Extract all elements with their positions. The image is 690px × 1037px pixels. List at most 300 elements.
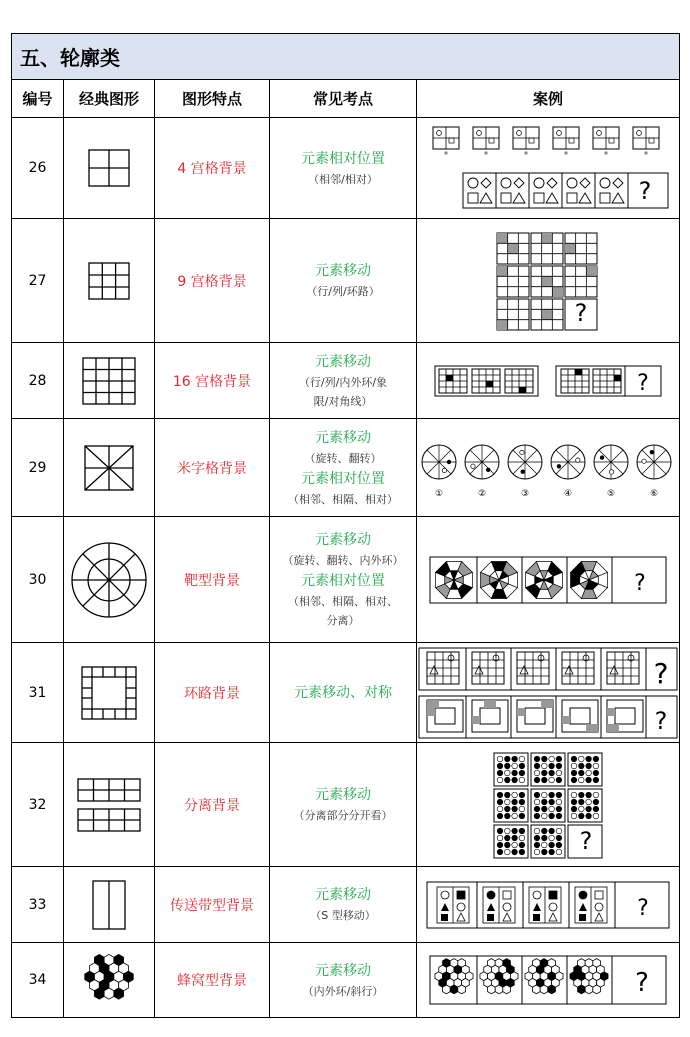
shape-mark: [579, 914, 586, 921]
dot-mark: [549, 777, 555, 783]
dot-mark: [484, 151, 487, 154]
header-figure: 经典图形: [64, 80, 155, 118]
dot-mark: [579, 813, 585, 819]
dot-mark: [519, 806, 525, 812]
example-cell: [417, 743, 680, 867]
dot-mark: [505, 849, 511, 855]
ring-grid-icon: [80, 665, 138, 721]
point-main: 元素移动: [315, 962, 371, 979]
dot-mark: [549, 763, 555, 769]
hex-cell: [503, 985, 511, 994]
header-points: 常见考点: [270, 80, 417, 118]
hex-cell: [495, 985, 503, 994]
example-cell: [417, 867, 680, 943]
point-main: 元素相对位置: [301, 470, 385, 487]
dot-mark: [542, 792, 548, 798]
shape-mark: [487, 891, 495, 899]
dot-mark: [556, 777, 562, 783]
grid-4x4-icon: [81, 356, 137, 406]
point-sub: （行/列/内外环/象: [298, 375, 388, 389]
grid-3x3-icon: [87, 261, 131, 301]
table-row: [12, 343, 680, 419]
dot-mark: [556, 763, 562, 769]
dot-mark: [542, 763, 548, 769]
row-num: 30: [12, 517, 64, 643]
dot-mark: [542, 835, 548, 841]
grid-tile: [497, 233, 529, 264]
feature-label: 靶型背景: [155, 517, 270, 643]
dot-mark: [586, 799, 592, 805]
dot-mark: [542, 828, 548, 834]
dot-mark: [497, 799, 503, 805]
figure-cell: [64, 643, 155, 743]
dot-mark: [571, 799, 577, 805]
dot-mark: [512, 770, 518, 776]
dot-mark: [505, 763, 511, 769]
dot-mark: [512, 828, 518, 834]
hex-cell: [593, 985, 601, 994]
table-row: [12, 219, 680, 343]
shape-mark: [533, 914, 540, 921]
grid-tile: [531, 299, 563, 330]
question-mark: ?: [638, 177, 652, 205]
question-mark: ?: [574, 298, 588, 327]
ring-shade: [562, 716, 570, 724]
dot-mark: [519, 835, 525, 841]
dot-mark: [586, 806, 592, 812]
row-num: 31: [12, 643, 64, 743]
dot-mark: [586, 813, 592, 819]
example-target-figure: [428, 553, 668, 607]
figure-cell: [64, 343, 155, 419]
question-mark: ?: [653, 656, 669, 690]
point-main: 元素移动: [315, 532, 371, 548]
question-mark: ?: [637, 370, 649, 396]
dot-mark: [519, 756, 525, 762]
dot-mark: [512, 792, 518, 798]
grid-2x2-icon: [87, 148, 131, 188]
dot-mark: [549, 842, 555, 848]
dot-mark: [542, 842, 548, 848]
dot-mark: [505, 813, 511, 819]
example-separated-figure: [490, 749, 606, 861]
dot-mark: [497, 849, 503, 855]
grid-tile: [472, 652, 504, 684]
row-num: 32: [12, 743, 64, 867]
row-num: 27: [12, 219, 64, 343]
dot-mark: [593, 763, 599, 769]
dot-mark: [542, 770, 548, 776]
option-label: ⑤: [606, 488, 616, 498]
grid-tile: [505, 369, 533, 393]
point-sub: （相邻、相隔、相对）: [288, 492, 398, 506]
row-num: 26: [12, 118, 64, 219]
table-row: [12, 419, 680, 517]
grid-tile: [633, 127, 659, 149]
dot-mark: [512, 835, 518, 841]
dot-mark: [512, 806, 518, 812]
dot-mark: [442, 468, 446, 472]
honeycomb-icon: [76, 950, 142, 1010]
dot-mark: [534, 777, 540, 783]
points-cell: [270, 343, 417, 419]
shape-mark: [549, 903, 557, 911]
header-num: 编号: [12, 80, 64, 118]
shape-mark: [503, 891, 511, 899]
section-title: 五、轮廓类: [12, 34, 680, 80]
dot-mark: [534, 842, 540, 848]
dot-mark: [571, 777, 577, 783]
grid-tile: [553, 127, 579, 149]
example-cell: [417, 517, 680, 643]
dot-mark: [512, 777, 518, 783]
dot-mark: [579, 756, 585, 762]
points-cell: [270, 118, 417, 219]
ring-inner: [615, 708, 635, 724]
dot-mark: [519, 777, 525, 783]
shape-mark: [503, 903, 511, 911]
hex-cell: [458, 985, 466, 994]
point-sub: （行/列/环路）: [306, 285, 380, 298]
dot-mark: [505, 806, 511, 812]
row-num: 34: [12, 943, 64, 1018]
dot-mark: [447, 459, 451, 463]
shape-mark: [457, 903, 465, 911]
dot-mark: [542, 813, 548, 819]
dot-mark: [505, 770, 511, 776]
grid-tile: [497, 266, 529, 297]
figure-cell: [64, 219, 155, 343]
grid-tile: [531, 266, 563, 297]
dot-mark: [609, 469, 613, 473]
dot-mark: [497, 835, 503, 841]
point-sub: （相邻、相隔、相对、: [288, 595, 398, 608]
grid-tile: [497, 299, 529, 330]
point-sub: （旋转、翻转）: [304, 451, 382, 465]
ring-shade: [607, 708, 615, 716]
dot-mark: [600, 455, 604, 459]
hex-cell: [104, 988, 114, 999]
dot-mark: [593, 792, 599, 798]
dot-mark: [497, 806, 503, 812]
shape-mark: [595, 903, 603, 911]
option-label: ②: [477, 488, 487, 498]
question-mark: ?: [579, 826, 593, 855]
dot-mark: [579, 799, 585, 805]
example-mi-figure: [419, 438, 677, 498]
example-16grid-figure: [433, 361, 663, 401]
header-row: [12, 80, 680, 118]
ring-inner: [435, 708, 455, 724]
point-sub: （S 型移动）: [310, 909, 376, 922]
points-cell: [270, 743, 417, 867]
dot-mark: [576, 457, 580, 461]
dot-mark: [519, 849, 525, 855]
points-cell: [270, 419, 417, 517]
ring-shade: [517, 708, 525, 716]
points-cell: [270, 219, 417, 343]
dot-mark: [534, 799, 540, 805]
question-mark: ?: [635, 968, 649, 998]
dot-mark: [521, 469, 525, 473]
dot-mark: [549, 835, 555, 841]
dot-mark: [497, 770, 503, 776]
dot-mark: [549, 813, 555, 819]
target-icon: [69, 540, 149, 620]
ring-shade: [484, 700, 496, 708]
feature-label: 环路背景: [155, 643, 270, 743]
dot-mark: [549, 828, 555, 834]
shape-mark: [579, 891, 587, 899]
separated-grid-icon: [76, 777, 142, 833]
dot-mark: [642, 459, 646, 463]
dot-mark: [505, 777, 511, 783]
dot-mark: [505, 842, 511, 848]
points-cell: [270, 943, 417, 1018]
figure-cell: [64, 867, 155, 943]
dot-mark: [579, 763, 585, 769]
figure-cell: [64, 419, 155, 517]
shape-mark: [441, 914, 448, 921]
dot-mark: [497, 763, 503, 769]
example-cell: [417, 219, 680, 343]
grid-tile: [607, 652, 639, 684]
dot-mark: [519, 799, 525, 805]
ring-inner: [570, 708, 590, 724]
option-label: ③: [520, 488, 530, 498]
grid-tile: [472, 369, 500, 393]
example-conveyor-figure: [425, 879, 671, 931]
hex-cell: [443, 985, 451, 994]
dot-mark: [593, 756, 599, 762]
dot-mark: [534, 792, 540, 798]
dot-mark: [471, 464, 475, 468]
dot-mark: [556, 835, 562, 841]
dot-mark: [512, 763, 518, 769]
dot-mark: [593, 813, 599, 819]
dot-mark: [571, 806, 577, 812]
grid-tile: [593, 127, 619, 149]
point-main: 元素相对位置: [301, 573, 385, 589]
dot-mark: [586, 770, 592, 776]
example-cell: [417, 643, 680, 743]
grid-tile: [427, 652, 459, 684]
dot-mark: [512, 799, 518, 805]
hex-cell: [533, 985, 541, 994]
table-row: [12, 118, 680, 219]
grid-tile: [593, 369, 621, 393]
dot-mark: [564, 151, 567, 154]
grid-tile: [561, 369, 589, 393]
option-label: ⑥: [649, 488, 659, 498]
contour-table-sheet: [11, 33, 679, 1018]
point-sub: 限/对角线）: [313, 394, 373, 408]
dot-mark: [505, 799, 511, 805]
row-num: 29: [12, 419, 64, 517]
dot-mark: [512, 813, 518, 819]
row-num: 28: [12, 343, 64, 419]
conveyor-icon: [91, 879, 127, 931]
example-4grid-figure: [423, 123, 673, 213]
grid-tile: [531, 233, 563, 264]
dot-mark: [604, 151, 607, 154]
dot-mark: [512, 756, 518, 762]
hex-cell: [94, 988, 104, 999]
grid-tile: [439, 369, 467, 393]
feature-label: 4 宫格背景: [155, 118, 270, 219]
dot-mark: [579, 792, 585, 798]
dot-mark: [497, 813, 503, 819]
ring-inner: [525, 708, 545, 724]
dot-mark: [444, 151, 447, 154]
grid-tile: [517, 652, 549, 684]
dot-mark: [519, 842, 525, 848]
table-row: [12, 517, 680, 643]
dot-mark: [497, 777, 503, 783]
hex-cell: [548, 985, 556, 994]
example-9grid-figure: [493, 229, 603, 333]
dot-mark: [534, 828, 540, 834]
dot-mark: [571, 763, 577, 769]
ring-shade: [607, 724, 619, 732]
point-sub: （分离部分分开看）: [293, 809, 393, 822]
dot-mark: [586, 763, 592, 769]
dot-mark: [549, 792, 555, 798]
dot-mark: [542, 806, 548, 812]
dot-mark: [497, 828, 503, 834]
row-num: 33: [12, 867, 64, 943]
points-cell: [270, 517, 417, 643]
header-feature: 图形特点: [155, 80, 270, 118]
ring-shade: [472, 716, 480, 724]
grid-tile: [565, 266, 597, 297]
dot-mark: [593, 799, 599, 805]
dot-mark: [542, 756, 548, 762]
ring-shade: [427, 708, 435, 716]
dot-mark: [534, 835, 540, 841]
dot-mark: [534, 770, 540, 776]
dot-mark: [571, 770, 577, 776]
shape-mark: [457, 891, 465, 899]
grid-tile: [433, 127, 459, 149]
feature-label: 蜂窝型背景: [155, 943, 270, 1018]
point-sub: （旋转、翻转、内外环）: [282, 554, 404, 567]
dot-mark: [542, 799, 548, 805]
shape-mark: [487, 914, 494, 921]
dot-mark: [519, 792, 525, 798]
dot-mark: [519, 813, 525, 819]
dot-mark: [549, 806, 555, 812]
dot-mark: [556, 828, 562, 834]
feature-label: 传送带型背景: [155, 867, 270, 943]
example-ring-figure: [417, 645, 679, 741]
point-main: 元素移动: [315, 353, 371, 370]
grid-tile: [513, 127, 539, 149]
dot-mark: [534, 849, 540, 855]
dot-mark: [593, 777, 599, 783]
dot-mark: [579, 770, 585, 776]
dot-mark: [571, 792, 577, 798]
dot-mark: [497, 756, 503, 762]
dot-mark: [556, 770, 562, 776]
figure-cell: [64, 943, 155, 1018]
example-cell: [417, 343, 680, 419]
dot-mark: [505, 828, 511, 834]
dot-mark: [497, 842, 503, 848]
dot-mark: [505, 792, 511, 798]
example-cell: [417, 943, 680, 1018]
example-honeycomb-figure: [428, 953, 668, 1007]
points-cell: [270, 643, 417, 743]
dot-mark: [520, 450, 524, 454]
contour-table: [11, 33, 680, 1018]
hex-cell: [488, 985, 496, 994]
dot-mark: [556, 813, 562, 819]
table-row: [12, 743, 680, 867]
point-main: 元素移动: [315, 887, 371, 903]
point-main: 元素移动、对称: [294, 684, 392, 701]
dot-mark: [556, 792, 562, 798]
dot-mark: [556, 849, 562, 855]
ring-shade: [427, 700, 439, 708]
point-sub: （相邻/相对）: [308, 172, 378, 186]
dot-mark: [579, 777, 585, 783]
dot-mark: [586, 777, 592, 783]
dot-mark: [586, 792, 592, 798]
shape-mark: [549, 891, 557, 899]
dot-mark: [593, 806, 599, 812]
example-cell: [417, 419, 680, 517]
question-mark: ?: [654, 706, 668, 735]
dot-mark: [534, 813, 540, 819]
point-main: 元素移动: [315, 787, 371, 803]
dot-mark: [486, 467, 490, 471]
dot-mark: [557, 464, 561, 468]
dot-mark: [556, 799, 562, 805]
figure-cell: [64, 517, 155, 643]
dot-mark: [556, 842, 562, 848]
point-sub: （内外环/斜行）: [302, 984, 384, 998]
table-row: [12, 867, 680, 943]
dot-mark: [534, 756, 540, 762]
feature-label: 16 宫格背景: [155, 343, 270, 419]
feature-label: 分离背景: [155, 743, 270, 867]
option-label: ①: [434, 488, 444, 498]
dot-mark: [571, 813, 577, 819]
point-sub: 分离）: [326, 614, 360, 627]
dot-mark: [519, 770, 525, 776]
grid-tile: [562, 652, 594, 684]
dot-mark: [534, 763, 540, 769]
grid-tile: [565, 233, 597, 264]
dot-mark: [556, 806, 562, 812]
dot-mark: [556, 756, 562, 762]
dot-mark: [549, 799, 555, 805]
ring-shade: [586, 724, 598, 732]
hex-cell: [585, 985, 593, 994]
points-cell: [270, 867, 417, 943]
dot-mark: [549, 849, 555, 855]
question-mark: ?: [637, 895, 649, 921]
dot-mark: [519, 828, 525, 834]
dot-mark: [512, 842, 518, 848]
dot-mark: [512, 849, 518, 855]
dot-mark: [505, 756, 511, 762]
point-main: 元素移动: [315, 429, 371, 446]
hex-cell: [450, 985, 458, 994]
example-cell: [417, 118, 680, 219]
dot-mark: [542, 849, 548, 855]
